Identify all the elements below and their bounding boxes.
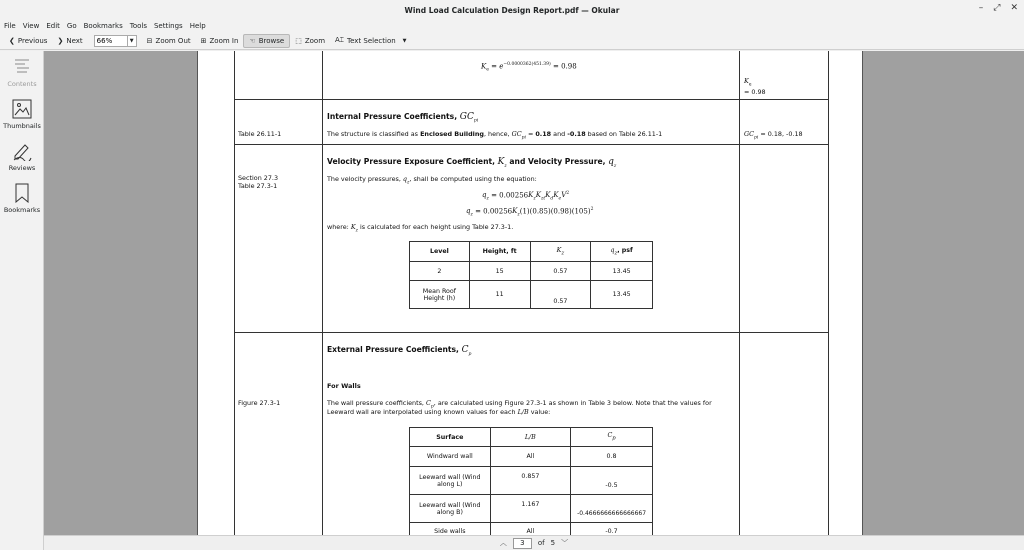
sidebar: [0, 51, 44, 550]
hand-icon: ☜: [249, 36, 256, 45]
zoom-combo[interactable]: [94, 35, 137, 47]
table-header-row: [410, 242, 653, 262]
col-lb: L/B: [490, 428, 570, 447]
ke-result-symbol: $K_e$: [744, 77, 752, 88]
table-row: [410, 523, 653, 536]
sidebar-item-label: Contents: [7, 80, 37, 88]
chevron-up-icon[interactable]: ︿: [499, 539, 507, 547]
table-header-row: [410, 428, 653, 447]
zoom-tool-label: Zoom: [304, 36, 326, 45]
table-border: [234, 99, 829, 100]
table-row: [410, 447, 653, 467]
external-reference: Figure 27.3-1: [238, 399, 281, 407]
ke-result-value: = 0.98: [744, 88, 766, 96]
table-cell: 13.45: [591, 281, 653, 309]
velocity-text-2: where: $K_z$ is calculated for each height using Table 27.3-1.: [327, 223, 514, 234]
table-cell: Leeward wall (Wind along L): [410, 467, 491, 495]
gcpi-heading: Internal Pressure Coefficients, $GC_{pi}$: [327, 112, 479, 124]
menu-go[interactable]: Go: [66, 22, 77, 30]
current-page-input[interactable]: 3: [513, 538, 532, 549]
sidebar-item-label: Reviews: [8, 164, 36, 172]
pen-icon: [12, 141, 32, 161]
table-border: [322, 51, 323, 535]
menu-file[interactable]: File: [4, 22, 16, 30]
table-cell: 2: [410, 262, 470, 281]
main-toolbar: [0, 32, 1024, 50]
table-cell: 0.57: [530, 262, 591, 281]
chevron-down-icon[interactable]: ▼: [402, 37, 407, 44]
table-row: [410, 495, 653, 523]
table-cell: All: [490, 523, 570, 536]
table-cell: Side walls: [410, 523, 491, 536]
gcpi-reference: Table 26.11-1: [238, 130, 282, 138]
close-icon[interactable]: ✕: [1010, 3, 1018, 13]
page-of-label: of: [537, 539, 545, 547]
bookmark-icon: [14, 183, 30, 203]
table-cell: Windward wall: [410, 447, 491, 467]
menu-bookmarks[interactable]: Bookmarks: [83, 22, 123, 30]
velocity-text-1: The velocity pressures, $q_z$, shall be computed using the equation:: [327, 175, 537, 186]
col-qz: $q_z$, psf: [591, 242, 653, 262]
col-surface: Surface: [410, 428, 491, 447]
chevron-down-icon[interactable]: ▼: [127, 36, 136, 46]
menu-edit[interactable]: Edit: [46, 22, 60, 30]
contents-icon: [13, 57, 31, 77]
zoom-tool-icon: ⬚: [295, 36, 302, 45]
pdf-page: [197, 51, 863, 535]
zoom-out-button[interactable]: [142, 34, 196, 48]
zoom-in-icon: ⊞: [200, 36, 207, 45]
previous-label: Previous: [17, 36, 48, 45]
table-cell: 0.8: [571, 447, 653, 467]
table-cell: 15: [469, 262, 530, 281]
table-cell: Leeward wall (Wind along B): [410, 495, 491, 523]
zoom-in-label: Zoom In: [209, 36, 239, 45]
browse-label: Browse: [258, 36, 285, 45]
velocity-reference-1: Section 27.3: [238, 174, 279, 182]
table-cell: All: [490, 447, 570, 467]
velocity-heading: Velocity Pressure Exposure Coefficient, $K_z$ and Velocity Pressure, $q_z$: [327, 157, 617, 169]
text-selection-button[interactable]: [330, 34, 412, 48]
table-cell: 0.57: [530, 281, 591, 309]
velocity-table: [409, 241, 653, 309]
title-bar: [0, 0, 1024, 20]
text-cursor-icon: A⌶: [335, 36, 345, 44]
sidebar-item-bookmarks[interactable]: [0, 183, 44, 214]
zoom-tool-button[interactable]: [290, 34, 330, 48]
zoom-out-icon: ⊟: [146, 36, 153, 45]
browse-button[interactable]: [243, 34, 290, 48]
page-navigation-bar: [44, 535, 1024, 550]
sidebar-item-reviews[interactable]: [0, 141, 44, 172]
col-level: Level: [410, 242, 470, 262]
external-text-1: The wall pressure coefficients, $C_p$, are calculated using Figure 27.3-1 as shown in Table 3 below. Note that the values for: [327, 399, 712, 410]
col-cp: $C_p$: [571, 428, 653, 447]
text-selection-label: Text Selection: [347, 36, 396, 45]
external-heading: External Pressure Coefficients, $C_p$: [327, 345, 472, 357]
sidebar-item-label: Thumbnails: [3, 122, 41, 130]
menu-settings[interactable]: Settings: [153, 22, 183, 30]
table-border: [739, 51, 740, 535]
table-cell: -0.7: [571, 523, 653, 536]
zoom-out-label: Zoom Out: [155, 36, 191, 45]
menu-tools[interactable]: Tools: [129, 22, 147, 30]
chevron-down-icon[interactable]: ﹀: [561, 539, 569, 547]
table-cell: -0.5: [571, 467, 653, 495]
walls-subheading: For Walls: [327, 382, 361, 390]
table-cell: 13.45: [591, 262, 653, 281]
menu-help[interactable]: Help: [189, 22, 206, 30]
sidebar-item-contents[interactable]: [0, 57, 44, 88]
col-kz: $K_z$: [530, 242, 591, 262]
gcpi-text: The structure is classified as Enclosed Building, hence, $GC_{pi} = 0.18$ and -0.18 based on Table 26.11-1: [327, 130, 663, 141]
velocity-equation-2: $q_z = 0.00256K_z(1)(0.85)(0.98)(105)^2$: [466, 207, 594, 218]
table-cell: 0.857: [490, 467, 570, 495]
image-icon: [12, 99, 32, 119]
table-border: [234, 332, 829, 333]
table-border: [234, 51, 235, 535]
zoom-input[interactable]: [95, 36, 127, 46]
table-row: [410, 281, 653, 309]
next-button[interactable]: [52, 34, 87, 48]
chevron-right-icon: ❯: [57, 36, 64, 45]
menu-view[interactable]: View: [22, 22, 40, 30]
table-row: [410, 262, 653, 281]
ke-equation: $K_e = e^{-0.0000362(451.39)} = 0.98$: [481, 62, 577, 73]
previous-button[interactable]: [4, 34, 52, 48]
next-label: Next: [66, 36, 83, 45]
gcpi-result: $GC_{pi} = 0.18$, -0.18: [744, 130, 803, 141]
sidebar-item-thumbnails[interactable]: [0, 99, 44, 130]
restore-icon[interactable]: ⤢: [993, 3, 1001, 13]
minimize-icon[interactable]: –: [978, 3, 984, 13]
table-cell: -0.4666666666666667: [571, 495, 653, 523]
col-height: Height, ft: [469, 242, 530, 262]
external-text-2: Leeward wall are interpolated using known values for each L/B value:: [327, 408, 551, 416]
table-cell: 1.167: [490, 495, 570, 523]
total-pages: 5: [550, 539, 556, 547]
chevron-left-icon: ❮: [9, 36, 15, 45]
zoom-in-button[interactable]: [196, 34, 244, 48]
table-row: [410, 467, 653, 495]
window-title: Wind Load Calculation Design Report.pdf — Okular: [404, 5, 620, 15]
sidebar-item-label: Bookmarks: [3, 206, 41, 214]
velocity-equation-1: $q_z = 0.00256K_zK_{zt}K_dK_eV^2$: [482, 191, 570, 202]
menu-bar: [0, 20, 1024, 32]
table-cell: 11: [469, 281, 530, 309]
table-cell: Mean Roof Height (h): [410, 281, 470, 309]
external-table: [409, 427, 653, 535]
velocity-reference-2: Table 27.3-1: [238, 182, 278, 190]
table-border: [234, 144, 829, 145]
table-border: [828, 51, 829, 535]
